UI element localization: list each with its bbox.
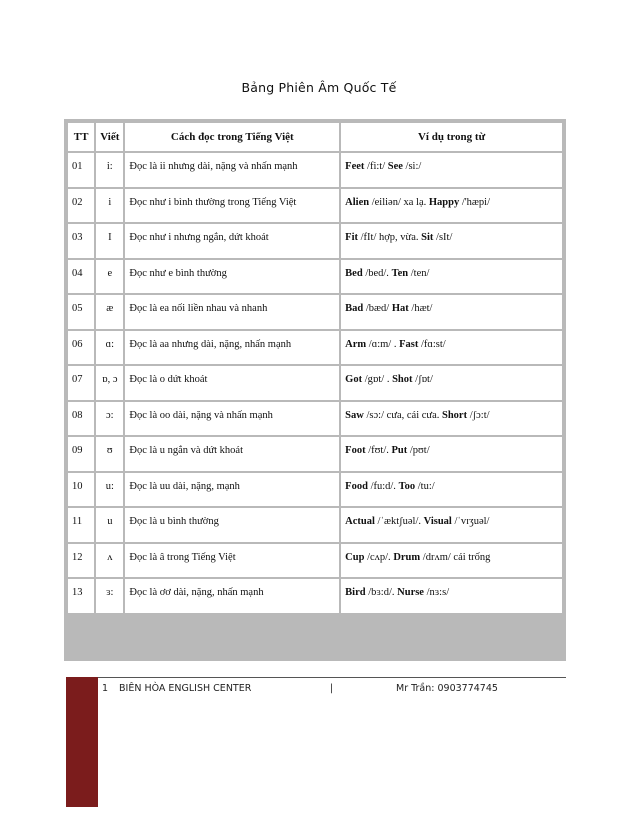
table-row xyxy=(68,579,562,613)
table-row xyxy=(68,544,562,578)
table-row xyxy=(68,331,562,365)
example-words xyxy=(341,366,562,400)
pronunciation-guide: Đọc như e bình thường xyxy=(125,260,339,294)
example-transcription: /fɑ:st/ xyxy=(418,338,446,350)
example-word: Cup xyxy=(345,551,365,563)
footer-contact: Mr Trần: 0903774745 xyxy=(396,683,498,694)
page-title: Bảng Phiên Âm Quốc Tế xyxy=(241,80,397,95)
ipa-symbol: I xyxy=(96,224,123,258)
table-row xyxy=(68,366,562,400)
example-transcription: /tu:/ xyxy=(415,480,435,492)
pronunciation-guide: Đọc là ii nhưng dài, nặng và nhấn mạnh xyxy=(125,153,339,187)
pronunciation-guide: Đọc là uu dài, nặng, mạnh xyxy=(125,473,339,507)
pronunciation-guide: Đọc là u ngắn và dứt khoát xyxy=(125,437,339,471)
example-word: Drum xyxy=(393,551,421,563)
example-words xyxy=(341,473,562,507)
ipa-symbol: u xyxy=(96,508,123,542)
pronunciation-guide: Đọc là ea nối liền nhau và nhanh xyxy=(125,295,339,329)
ipa-symbol: e xyxy=(96,260,123,294)
example-transcription: /pʊt/ xyxy=(407,445,430,456)
ipa-symbol: i xyxy=(96,189,123,223)
example-word: Nurse xyxy=(397,587,424,598)
row-number: 08 xyxy=(68,402,94,436)
example-transcription: /ʃɒt/ xyxy=(412,374,433,385)
row-number: 07 xyxy=(68,366,94,400)
header-example: Ví dụ trong từ xyxy=(341,123,562,151)
ipa-symbol: ʊ xyxy=(96,437,123,471)
example-word: Foot xyxy=(345,445,366,456)
example-transcription: /bed/. xyxy=(362,267,392,279)
pronunciation-guide: Đọc là â trong Tiếng Việt xyxy=(125,544,339,578)
example-words xyxy=(341,402,562,436)
table-row xyxy=(68,224,562,258)
example-transcription: /ʃɔ:t/ xyxy=(467,409,490,421)
row-number: 02 xyxy=(68,189,94,223)
example-word: Saw xyxy=(345,409,364,421)
pronunciation-guide: Đọc là aa nhưng dài, nặng, nhấn mạnh xyxy=(125,331,339,365)
example-words xyxy=(341,260,562,294)
example-transcription: /gɒt/ . xyxy=(362,374,393,385)
table-row xyxy=(68,402,562,436)
page-number: 1 xyxy=(102,683,109,694)
example-words xyxy=(341,224,562,258)
example-word: Bird xyxy=(345,587,366,598)
example-word: Actual xyxy=(345,516,375,527)
example-word: Too xyxy=(398,480,416,492)
example-transcription: /hæt/ xyxy=(408,303,433,314)
example-transcription: /ɑ:m/ . xyxy=(366,338,400,350)
example-transcription: /si:/ xyxy=(402,161,422,172)
table-row xyxy=(68,260,562,294)
ipa-symbol: æ xyxy=(96,295,123,329)
ipa-symbol: ɒ, ɔ xyxy=(96,366,123,400)
table-header-row xyxy=(68,123,562,151)
table-row xyxy=(68,473,562,507)
table-row xyxy=(68,508,562,542)
example-word: Short xyxy=(442,409,468,421)
row-number: 12 xyxy=(68,544,94,578)
center-name: BIÊN HÒA ENGLISH CENTER xyxy=(119,683,252,694)
row-number: 10 xyxy=(68,473,94,507)
example-transcription: /ˈæktʃuəl/. xyxy=(374,516,424,527)
pronunciation-guide: Đọc là u bình thường xyxy=(125,508,339,542)
ipa-symbol: ʌ xyxy=(96,544,123,578)
table-row xyxy=(68,153,562,187)
example-transcription: /drʌm/ cái trống xyxy=(420,551,491,563)
header-symbol: Viết xyxy=(96,123,123,151)
example-word: Alien xyxy=(345,196,370,208)
ipa-symbol: ɜ: xyxy=(96,579,123,613)
pronunciation-guide: Đọc như i nhưng ngắn, dứt khoát xyxy=(125,224,339,258)
example-words xyxy=(341,295,562,329)
example-transcription: /fi:t/ xyxy=(364,161,388,172)
table-row xyxy=(68,437,562,471)
footer-rule xyxy=(98,677,566,678)
example-words xyxy=(341,189,562,223)
example-transcription: /fu:d/. xyxy=(367,480,399,492)
example-words xyxy=(341,579,562,613)
ipa-symbol: ɔ: xyxy=(96,402,123,436)
example-word: Fast xyxy=(399,338,419,350)
ipa-table-frame xyxy=(64,119,566,661)
row-number: 06 xyxy=(68,331,94,365)
table-body xyxy=(68,153,562,613)
example-transcription: /fʊt/. xyxy=(365,445,392,456)
example-word: Bad xyxy=(345,303,364,314)
example-word: Ten xyxy=(391,267,409,279)
example-transcription: /sIt/ xyxy=(433,232,453,243)
example-words xyxy=(341,153,562,187)
example-word: Arm xyxy=(345,338,367,350)
example-word: Sit xyxy=(421,232,434,243)
example-words xyxy=(341,508,562,542)
example-word: See xyxy=(387,161,403,172)
row-number: 13 xyxy=(68,579,94,613)
example-transcription: /cʌp/. xyxy=(364,551,394,563)
example-word: Bed xyxy=(345,267,363,279)
example-words xyxy=(341,544,562,578)
pronunciation-guide: Đọc là oo dài, nặng và nhấn mạnh xyxy=(125,402,339,436)
ipa-symbol: i: xyxy=(96,153,123,187)
example-word: Food xyxy=(345,480,368,492)
example-words xyxy=(341,437,562,471)
row-number: 05 xyxy=(68,295,94,329)
ipa-table xyxy=(66,121,564,615)
header-tt: TT xyxy=(68,123,94,151)
header-pronunciation: Cách đọc trong Tiếng Việt xyxy=(125,123,339,151)
ipa-symbol: ɑ: xyxy=(96,331,123,365)
example-transcription: /'hæpi/ xyxy=(459,196,491,208)
example-transcription: /ten/ xyxy=(408,267,430,279)
row-number: 11 xyxy=(68,508,94,542)
example-word: Got xyxy=(345,374,363,385)
example-words xyxy=(341,331,562,365)
example-word: Happy xyxy=(428,196,460,208)
row-number: 03 xyxy=(68,224,94,258)
row-number: 01 xyxy=(68,153,94,187)
example-transcription: /fIt/ hợp, vừa. xyxy=(358,232,422,243)
page-footer xyxy=(66,677,566,807)
example-word: Visual xyxy=(423,516,452,527)
row-number: 04 xyxy=(68,260,94,294)
pronunciation-guide: Đọc là ơơ dài, nặng, nhấn mạnh xyxy=(125,579,339,613)
example-word: Fit xyxy=(345,232,358,243)
table-row xyxy=(68,295,562,329)
footer-separator: | xyxy=(330,683,334,694)
pronunciation-guide: Đọc như i bình thường trong Tiếng Việt xyxy=(125,189,339,223)
example-word: Shot xyxy=(392,374,413,385)
example-word: Hat xyxy=(391,303,409,314)
example-word: Put xyxy=(391,445,408,456)
example-transcription: /eiliən/ xa lạ. xyxy=(369,196,429,208)
row-number: 09 xyxy=(68,437,94,471)
table-row xyxy=(68,189,562,223)
example-transcription: /bæd/ xyxy=(363,303,392,314)
ipa-symbol: u: xyxy=(96,473,123,507)
example-transcription: /bɜ:d/. xyxy=(365,587,398,598)
footer-accent-bar xyxy=(66,677,98,807)
example-transcription: /ˈvɪʒuəl/ xyxy=(451,516,490,527)
example-transcription: /sɔ:/ cưa, cái cưa. xyxy=(363,409,442,421)
example-transcription: /nɜ:s/ xyxy=(423,587,450,598)
pronunciation-guide: Đọc là o dứt khoát xyxy=(125,366,339,400)
example-word: Feet xyxy=(345,161,365,172)
